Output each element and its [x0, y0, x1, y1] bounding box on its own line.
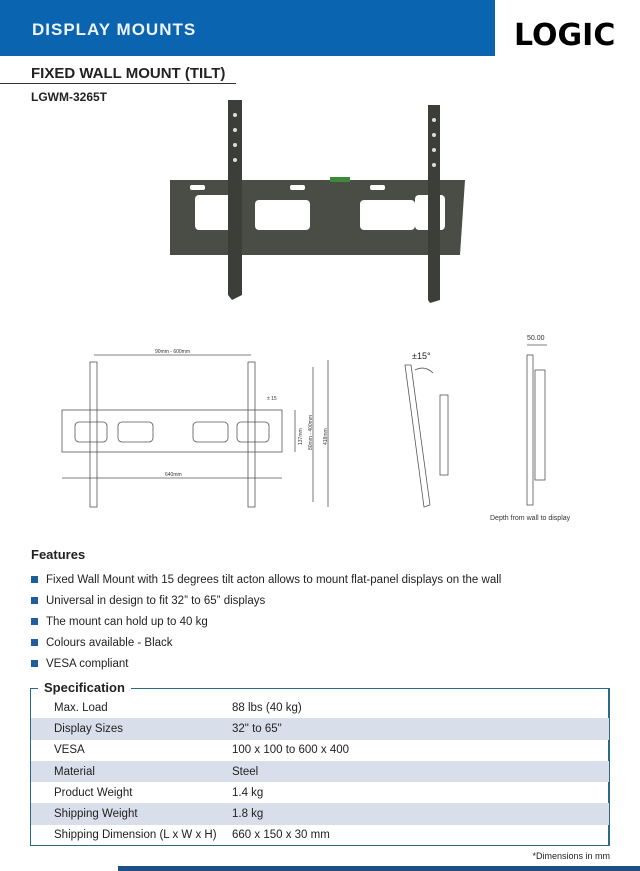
- title-underline: [0, 83, 236, 84]
- feature-item: VESA compliant: [31, 653, 501, 674]
- width-label: 640mm: [165, 472, 182, 478]
- front-dimension-drawing: [30, 340, 350, 510]
- bullet-icon: [31, 618, 38, 625]
- depth-caption: Depth from wall to display: [490, 515, 571, 522]
- table-row: Max. Load 88 lbs (40 kg): [54, 701, 302, 714]
- feature-item: Fixed Wall Mount with 15 degrees tilt acton allows to mount flat-panel displays on the wall: [31, 569, 501, 590]
- brand-logo: LOGIC: [514, 18, 616, 53]
- depth-label: 50.00: [527, 335, 545, 342]
- feature-item: The mount can hold up to 40 kg: [31, 611, 501, 632]
- feature-item: Colours available - Black: [31, 632, 501, 653]
- depth-drawing: [485, 330, 595, 525]
- table-row: Product Weight 1.4 kg: [54, 786, 264, 799]
- bullet-icon: [31, 639, 38, 646]
- table-row: Shipping Weight 1.8 kg: [31, 803, 609, 824]
- feature-item: Universal in design to fit 32” to 65” displays: [31, 590, 501, 611]
- bullet-icon: [31, 660, 38, 667]
- table-row: VESA 100 x 100 to 600 x 400: [54, 744, 350, 757]
- vesa-height-label: 80mm - 400mm: [308, 414, 314, 450]
- table-row: Display Sizes 32" to 65": [31, 718, 609, 739]
- header-banner: [0, 0, 495, 56]
- vesa-width-label: 90mm - 600mm: [155, 349, 191, 355]
- footnote: *Dimensions in mm: [532, 851, 610, 861]
- product-title: FIXED WALL MOUNT (TILT): [31, 65, 226, 82]
- bullet-icon: [31, 597, 38, 604]
- category-title: DISPLAY MOUNTS: [32, 20, 197, 39]
- table-row: Shipping Dimension (L x W x H) 660 x 150 x 30 mm: [54, 829, 330, 842]
- plate-height-label: 137mm: [298, 428, 304, 445]
- side-tilt-drawing: [385, 345, 465, 515]
- table-row: Material Steel: [31, 761, 609, 782]
- bullet-icon: [31, 576, 38, 583]
- features-list: [31, 569, 501, 674]
- product-photo: [160, 95, 480, 305]
- footer-bar: [118, 866, 640, 871]
- specification-heading: Specification: [38, 680, 131, 695]
- specification-table: [31, 697, 609, 846]
- features-heading: Features: [31, 547, 86, 562]
- tilt-label: ± 15: [267, 396, 277, 402]
- side-tilt-label: ±15°: [412, 351, 431, 361]
- total-height-label: 418mm: [323, 428, 329, 445]
- product-model: LGWM-3265T: [31, 90, 108, 104]
